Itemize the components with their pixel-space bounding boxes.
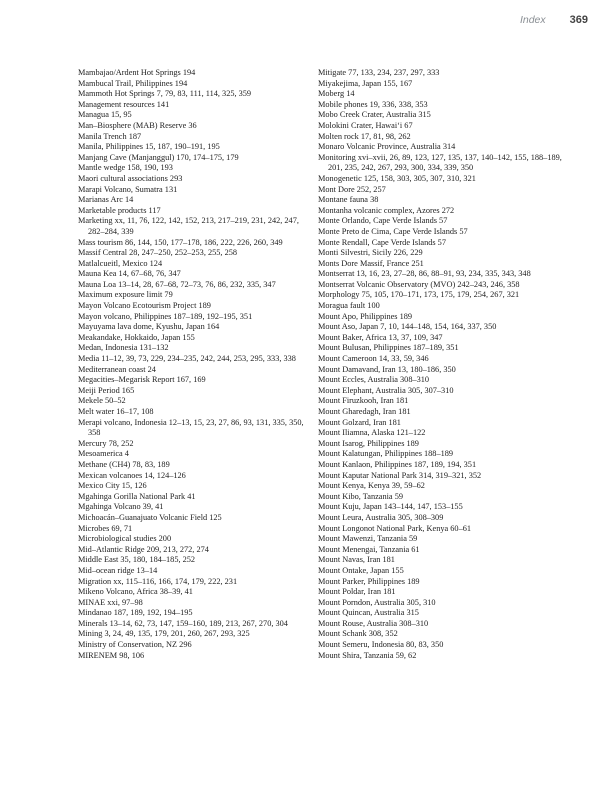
index-entry: Marianas Arc 14 [78,195,134,205]
index-entry: Melt water 16–17, 108 [78,407,154,416]
index-entry: MIRENEM 98, 106 [78,650,145,660]
index-entry: Microbiological studies 200 [78,534,172,544]
index-entry: Mount Navas, Iran 181 [318,555,395,565]
index-entry: Mount Kibo, Tanzania 59 [318,491,403,501]
index-entry: Mount Elephant, Australia 305, 307–310 [318,385,454,395]
index-entry: Mount Longonot National Park, Kenya 60–61 [318,523,472,533]
index-entry: Mount Gharedagh, Iran 181 [318,407,411,416]
page-header [0,14,588,26]
index-entry: Mikeno Volcano, Africa 38–39, 41 [78,587,193,597]
index-column-left [78,68,310,661]
index-entry: Mount Eccles, Australia 308–310 [318,375,430,385]
index-entry: Montserrat Volcanic Observatory (MVO) 242–243, 246, 358 [318,279,520,289]
index-entry: Mount Iliamna, Alaska 121–122 [318,428,426,438]
index-entry: Marapi Volcano, Sumatra 131 [78,184,178,194]
index-entry: Mount Poldar, Iran 181 [318,587,396,597]
index-entry: Mount Semeru, Indonesia 80, 83, 350 [318,640,444,650]
index-entry: Mayuyama lava dome, Kyushu, Japan 164 [78,322,220,332]
index-entry: Monogenetic 125, 158, 303, 305, 307, 310, 321 [318,173,476,183]
index-entry: Monte Preto de Cima, Cape Verde Islands 57 [318,226,468,236]
index-entry: Moberg 14 [318,89,355,99]
index-entry: Mitigate 77, 133, 234, 237, 297, 333 [318,68,440,77]
index-entry: Michoacán–Guanajuato Volcanic Field 125 [78,512,222,522]
index-entry: Mass tourism 86, 144, 150, 177–178, 186, 222, 226, 260, 349 [78,237,283,247]
index-entry: Mont Dore 252, 257 [318,184,386,194]
index-entry: Monte Rendall, Cape Verde Islands 57 [318,237,446,247]
index-entry: Mesoamerica 4 [78,449,129,459]
index-entry: Molten rock 17, 81, 98, 262 [318,131,411,141]
index-entry: Morphology 75, 105, 170–171, 173, 175, 179, 254, 267, 321 [318,290,520,300]
index-entry: Maximum exposure limit 79 [78,290,173,300]
index-entry: Marketable products 117 [78,205,161,215]
index-entry: Mammoth Hot Springs 7, 79, 83, 111, 114, 325, 359 [78,89,252,99]
index-entry: Matlalcueitl, Mexico 124 [78,258,163,268]
index-entry: Montane fauna 38 [318,195,379,205]
index-entry: Mount Kanlaon, Philippines 187, 189, 194, 351 [318,459,477,469]
index-entry: Montanha volcanic complex, Azores 272 [318,205,455,215]
index-entry: Mount Parker, Philippines 189 [318,576,420,586]
index-entry: Mount Kenya, Kenya 39, 59–62 [318,481,425,491]
index-entry: Mount Baker, Africa 13, 37, 109, 347 [318,332,443,342]
index-entry: Middle East 35, 180, 184–185, 252 [78,555,196,565]
index-entry: Mount Bulusan, Philippines 187–189, 351 [318,343,459,353]
index-entry: Maori cultural associations 293 [78,173,183,183]
index-entry: Monte Orlando, Cape Verde Islands 57 [318,216,448,226]
index-entry: Mambajao/Ardent Hot Springs 194 [78,68,196,77]
index-entry: Montserrat 13, 16, 23, 27–28, 86, 88–91, 93, 234, 335, 343, 348 [318,269,531,279]
index-entry: Mid–ocean ridge 13–14 [78,565,158,575]
index-entry: Monitoring xvi–xvii, 26, 89, 123, 127, 135, 137, 140–142, 155, 188–189, 201, 235, 242, 267, 293, 300, 334, 339, 350 [318,152,562,173]
index-entry: Methane (CH4) 78, 83, 189 [78,459,170,469]
index-entry: Mount Leura, Australia 305, 308–309 [318,512,444,522]
index-entry: Mining 3, 24, 49, 135, 179, 201, 260, 267, 293, 325 [78,629,250,639]
index-entry: Manila, Philippines 15, 187, 190–191, 195 [78,142,220,152]
page-number: 369 [569,14,588,26]
index-entry: Mindanao 187, 189, 192, 194–195 [78,608,193,618]
index-entry: Molokini Crater, Hawai‘i 67 [318,120,413,130]
index-entry: MINAE xxi, 97–98 [78,597,143,607]
index-entry: Mount Aso, Japan 7, 10, 144–148, 154, 164, 337, 350 [318,322,497,332]
index-entry: Mobo Creek Crater, Australia 315 [318,110,431,120]
index-entry: Mount Cameroon 14, 33, 59, 346 [318,354,429,364]
index-entry: Mount Kaputar National Park 314, 319–321, 352 [318,470,482,480]
index-entry: Mount Firuzkooh, Iran 181 [318,396,409,406]
index-entry: Mount Kalatungan, Philippines 188–189 [318,449,454,459]
index-entry: Media 11–12, 39, 73, 229, 234–235, 242, 244, 253, 295, 333, 338 [78,354,296,364]
index-entry: Mid–Atlantic Ridge 209, 213, 272, 274 [78,544,209,554]
index-entry: Meakandake, Hokkaido, Japan 155 [78,332,195,342]
index-entry: Manjang Cave (Manjanggul) 170, 174–175, 179 [78,152,239,162]
index-entry: Mount Apo, Philippines 189 [318,311,413,321]
index-entry: Moragua fault 100 [318,301,380,311]
index-entry: Medan, Indonesia 131–132 [78,343,169,353]
index-entry: Mauna Kea 14, 67–68, 76, 347 [78,269,181,279]
index-entry: Marketing xx, 11, 76, 122, 142, 152, 213, 217–219, 231, 242, 247, 282–284, 339 [78,216,299,236]
index-entry: Ministry of Conservation, NZ 296 [78,640,192,650]
index-entry: Merapi volcano, Indonesia 12–13, 15, 23, 27, 86, 93, 131, 335, 350, 358 [78,417,304,438]
index-entry: Mayon Volcano Ecotourism Project 189 [78,301,211,311]
index-entry: Mount Quincan, Australia 315 [318,608,419,618]
index-entry: Mount Mawenzi, Tanzania 59 [318,534,418,544]
index-entry: Monts Dore Massif, France 251 [318,258,424,268]
index-entry: Mgahinga Gorilla National Park 41 [78,491,196,501]
index-entry: Minerals 13–14, 62, 73, 147, 159–160, 189, 213, 267, 270, 304 [78,618,288,628]
index-entry: Mount Menengai, Tanzania 61 [318,544,420,554]
index-column-right [318,68,570,661]
index-entry: Mekele 50–52 [78,396,126,406]
index-entry: Mount Shira, Tanzania 59, 62 [318,650,417,660]
index-entry: Mayon volcano, Philippines 187–189, 192–195, 351 [78,311,253,321]
index-entry: Mount Golzard, Iran 181 [318,417,401,427]
index-entry: Man–Biosphere (MAB) Reserve 36 [78,120,197,130]
index-entry: Mount Porndon, Australia 305, 310 [318,597,436,607]
index-entry: Mambucal Trail, Philippines 194 [78,78,188,88]
index-entry: Megacities–Megarisk Report 167, 169 [78,375,206,385]
index-entry: Managua 15, 95 [78,110,132,120]
index-entry: Manila Trench 187 [78,131,142,141]
index-entry: Mexico City 15, 126 [78,481,147,491]
index-entry: Mount Damavand, Iran 13, 180–186, 350 [318,364,456,374]
index-entry: Mount Isarog, Philippines 189 [318,438,419,448]
index-entry: Migration xx, 115–116, 166, 174, 179, 222, 231 [78,576,238,586]
index-entry: Management resources 141 [78,99,170,109]
index-entry: Massif Central 28, 247–250, 252–253, 255, 258 [78,248,238,258]
index-entry: Microbes 69, 71 [78,523,133,533]
index-entry: Monti Silvestri, Sicily 226, 229 [318,248,423,258]
index-entry: Mount Rouse, Australia 308–310 [318,618,429,628]
index-entry: Mobile phones 19, 336, 338, 353 [318,99,428,109]
index-entry: Monaro Volcanic Province, Australia 314 [318,142,456,152]
index-entry: Mount Schank 308, 352 [318,629,398,639]
index-entry: Miyakejima, Japan 155, 167 [318,78,413,88]
index-entry: Mgahinga Volcano 39, 41 [78,502,164,512]
index-entry: Mercury 78, 252 [78,438,134,448]
index-entry: Mantle wedge 158, 190, 193 [78,163,173,173]
index-entry: Mount Kuju, Japan 143–144, 147, 153–155 [318,502,463,512]
index-entry: Meiji Period 165 [78,385,135,395]
running-head: Index [519,14,546,26]
index-entry: Mount Ontake, Japan 155 [318,565,404,575]
index-entry: Mexican volcanoes 14, 124–126 [78,470,186,480]
index-entry: Mauna Loa 13–14, 28, 67–68, 72–73, 76, 86, 232, 335, 347 [78,279,276,289]
index-entry: Mediterranean coast 24 [78,364,156,374]
